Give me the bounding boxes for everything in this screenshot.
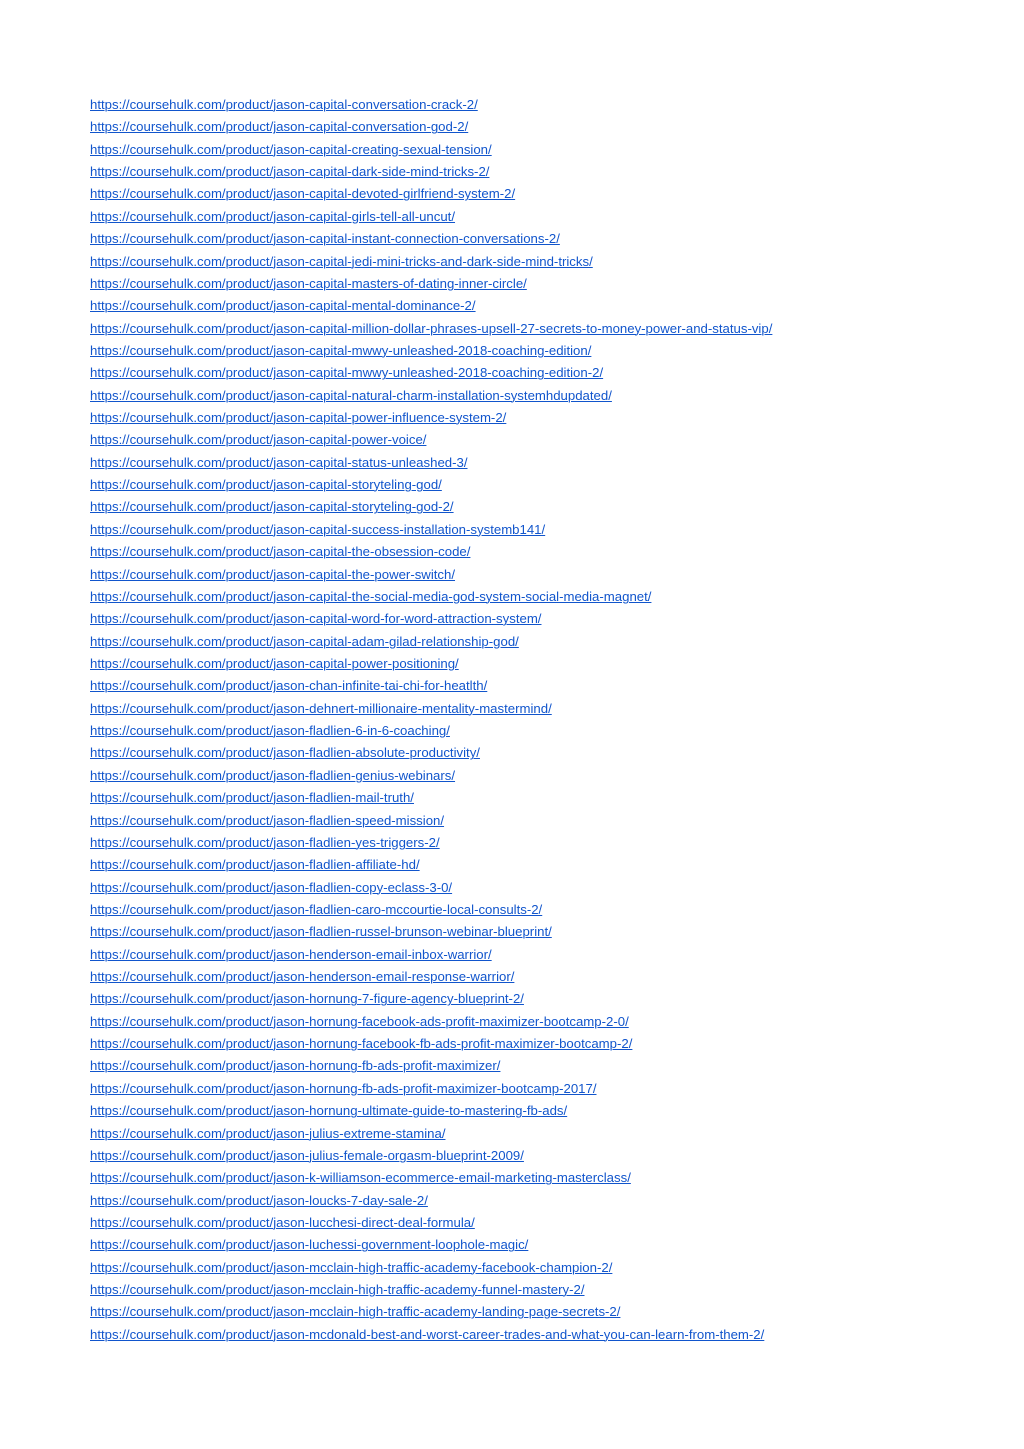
product-link[interactable]: https://coursehulk.com/product/jason-mcclain-high-traffic-academy-funnel-mastery-2/ [90,1282,585,1298]
list-item [90,877,772,899]
list-item [90,1123,772,1145]
list-item [90,564,772,586]
product-link[interactable]: https://coursehulk.com/product/jason-fladlien-6-in-6-coaching/ [90,723,450,739]
product-link[interactable]: https://coursehulk.com/product/jason-henderson-email-inbox-warrior/ [90,946,492,962]
product-link[interactable]: https://coursehulk.com/product/jason-capital-instant-connection-conversations-2/ [90,231,560,247]
product-link[interactable]: https://coursehulk.com/product/jason-k-williamson-ecommerce-email-marketing-masterclass/ [90,1170,631,1186]
product-link[interactable]: https://coursehulk.com/product/jason-julius-female-orgasm-blueprint-2009/ [90,1147,524,1163]
list-item [90,452,772,474]
list-item [90,139,772,161]
product-link[interactable]: https://coursehulk.com/product/jason-capital-jedi-mini-tricks-and-dark-side-mind-tricks/ [90,253,593,269]
list-item [90,653,772,675]
list-item [90,832,772,854]
product-link[interactable]: https://coursehulk.com/product/jason-capital-conversation-god-2/ [90,119,469,135]
list-item [90,586,772,608]
list-item [90,698,772,720]
list-item [90,631,772,653]
list-item [90,765,772,787]
list-item [90,340,772,362]
product-link[interactable]: https://coursehulk.com/product/jason-capital-girls-tell-all-uncut/ [90,208,456,224]
product-link[interactable]: https://coursehulk.com/product/jason-dehnert-millionaire-mentality-mastermind/ [90,700,552,716]
product-link[interactable]: https://coursehulk.com/product/jason-hornung-fb-ads-profit-maximizer-bootcamp-2017/ [90,1080,597,1096]
product-link[interactable]: https://coursehulk.com/product/jason-luchessi-government-loophole-magic/ [90,1237,529,1253]
list-item [90,787,772,809]
list-item [90,1145,772,1167]
list-item [90,1167,772,1189]
list-item [90,921,772,943]
product-link[interactable]: https://coursehulk.com/product/jason-capital-the-social-media-god-system-social-media-magnet/ [90,588,652,604]
list-item [90,1011,772,1033]
product-link[interactable]: https://coursehulk.com/product/jason-capital-status-unleashed-3/ [90,454,468,470]
product-link[interactable]: https://coursehulk.com/product/jason-capital-adam-gilad-relationship-god/ [90,633,519,649]
list-item [90,228,772,250]
list-item [90,675,772,697]
list-item [90,295,772,317]
product-link[interactable]: https://coursehulk.com/product/jason-capital-mwwy-unleashed-2018-coaching-edition/ [90,342,592,358]
product-link[interactable]: https://coursehulk.com/product/jason-fladlien-mail-truth/ [90,790,414,806]
product-link[interactable]: https://coursehulk.com/product/jason-hornung-facebook-ads-profit-maximizer-bootcamp-2-0/ [90,1013,629,1029]
product-link[interactable]: https://coursehulk.com/product/jason-capital-mental-dominance-2/ [90,298,476,314]
product-link[interactable]: https://coursehulk.com/product/jason-capital-success-installation-systemb141/ [90,521,546,537]
list-item [90,810,772,832]
product-link[interactable]: https://coursehulk.com/product/jason-hornung-facebook-fb-ads-profit-maximizer-bootcamp-2/ [90,1036,633,1052]
product-link[interactable]: https://coursehulk.com/product/jason-hornung-fb-ads-profit-maximizer/ [90,1058,501,1074]
product-link[interactable]: https://coursehulk.com/product/jason-julius-extreme-stamina/ [90,1125,446,1141]
product-link[interactable]: https://coursehulk.com/product/jason-capital-word-for-word-attraction-system/ [90,611,542,627]
list-item [90,1100,772,1122]
list-item [90,1190,772,1212]
product-link[interactable]: https://coursehulk.com/product/jason-mcclain-high-traffic-academy-landing-page-secrets-2/ [90,1304,621,1320]
list-item [90,183,772,205]
product-link[interactable]: https://coursehulk.com/product/jason-capital-the-power-switch/ [90,566,456,582]
list-item [90,1234,772,1256]
list-item [90,362,772,384]
product-link[interactable]: https://coursehulk.com/product/jason-lucchesi-direct-deal-formula/ [90,1214,475,1230]
product-link[interactable]: https://coursehulk.com/product/jason-fladlien-affiliate-hd/ [90,857,420,873]
product-link[interactable]: https://coursehulk.com/product/jason-fladlien-copy-eclass-3-0/ [90,879,453,895]
product-link[interactable]: https://coursehulk.com/product/jason-chan-infinite-tai-chi-for-heatlth/ [90,678,488,694]
list-item [90,407,772,429]
list-item [90,541,772,563]
list-item [90,854,772,876]
product-link[interactable]: https://coursehulk.com/product/jason-fladlien-caro-mccourtie-local-consults-2/ [90,901,543,917]
product-link[interactable]: https://coursehulk.com/product/jason-capital-dark-side-mind-tricks-2/ [90,164,490,180]
list-item [90,273,772,295]
list-item [90,1078,772,1100]
product-link[interactable]: https://coursehulk.com/product/jason-capital-the-obsession-code/ [90,544,471,560]
product-link[interactable]: https://coursehulk.com/product/jason-capital-power-positioning/ [90,655,459,671]
product-link[interactable]: https://coursehulk.com/product/jason-fladlien-yes-triggers-2/ [90,834,440,850]
product-link[interactable]: https://coursehulk.com/product/jason-mcdonald-best-and-worst-career-trades-and-what-you-can-learn-from-them-2/ [90,1326,765,1342]
list-item [90,1279,772,1301]
list-item [90,251,772,273]
product-link[interactable]: https://coursehulk.com/product/jason-fladlien-absolute-productivity/ [90,745,480,761]
list-item [90,496,772,518]
product-link[interactable]: https://coursehulk.com/product/jason-capital-masters-of-dating-inner-circle/ [90,275,527,291]
product-link[interactable]: https://coursehulk.com/product/jason-hornung-7-figure-agency-blueprint-2/ [90,991,524,1007]
product-link[interactable]: https://coursehulk.com/product/jason-capital-power-voice/ [90,432,427,448]
list-item [90,742,772,764]
list-item [90,1212,772,1234]
list-item [90,385,772,407]
list-item [90,1257,772,1279]
list-item [90,1301,772,1323]
product-link[interactable]: https://coursehulk.com/product/jason-capital-devoted-girlfriend-system-2/ [90,186,516,202]
list-item [90,608,772,630]
product-link[interactable]: https://coursehulk.com/product/jason-fladlien-speed-mission/ [90,812,445,828]
list-item [90,1324,772,1346]
list-item [90,474,772,496]
list-item [90,94,772,116]
list-item [90,116,772,138]
list-item [90,429,772,451]
link-list [90,94,772,1346]
list-item [90,988,772,1010]
product-link[interactable]: https://coursehulk.com/product/jason-capital-power-influence-system-2/ [90,410,507,426]
list-item [90,1055,772,1077]
list-item [90,318,772,340]
list-item [90,944,772,966]
list-item [90,161,772,183]
product-link[interactable]: https://coursehulk.com/product/jason-henderson-email-response-warrior/ [90,969,515,985]
product-link[interactable]: https://coursehulk.com/product/jason-capital-storyteling-god-2/ [90,499,454,515]
product-link[interactable]: https://coursehulk.com/product/jason-mcclain-high-traffic-academy-facebook-champion-2/ [90,1259,613,1275]
list-item [90,966,772,988]
product-link[interactable]: https://coursehulk.com/product/jason-fladlien-russel-brunson-webinar-blueprint/ [90,924,552,940]
list-item [90,206,772,228]
list-item [90,1033,772,1055]
list-item [90,519,772,541]
product-link[interactable]: https://coursehulk.com/product/jason-capital-million-dollar-phrases-upsell-27-secrets-to-money-power-and-status-vip/ [90,320,773,336]
product-link[interactable]: https://coursehulk.com/product/jason-capital-creating-sexual-tension/ [90,141,492,157]
product-link[interactable]: https://coursehulk.com/product/jason-capital-natural-charm-installation-systemhdupdated/ [90,387,612,403]
product-link[interactable]: https://coursehulk.com/product/jason-capital-storyteling-god/ [90,477,442,493]
list-item [90,720,772,742]
product-link[interactable]: https://coursehulk.com/product/jason-capital-conversation-crack-2/ [90,97,478,112]
product-link[interactable]: https://coursehulk.com/product/jason-fladlien-genius-webinars/ [90,767,456,783]
product-link[interactable]: https://coursehulk.com/product/jason-loucks-7-day-sale-2/ [90,1192,428,1208]
list-item [90,899,772,921]
product-link[interactable]: https://coursehulk.com/product/jason-hornung-ultimate-guide-to-mastering-fb-ads/ [90,1103,568,1119]
product-link[interactable]: https://coursehulk.com/product/jason-capital-mwwy-unleashed-2018-coaching-edition-2/ [90,365,604,381]
